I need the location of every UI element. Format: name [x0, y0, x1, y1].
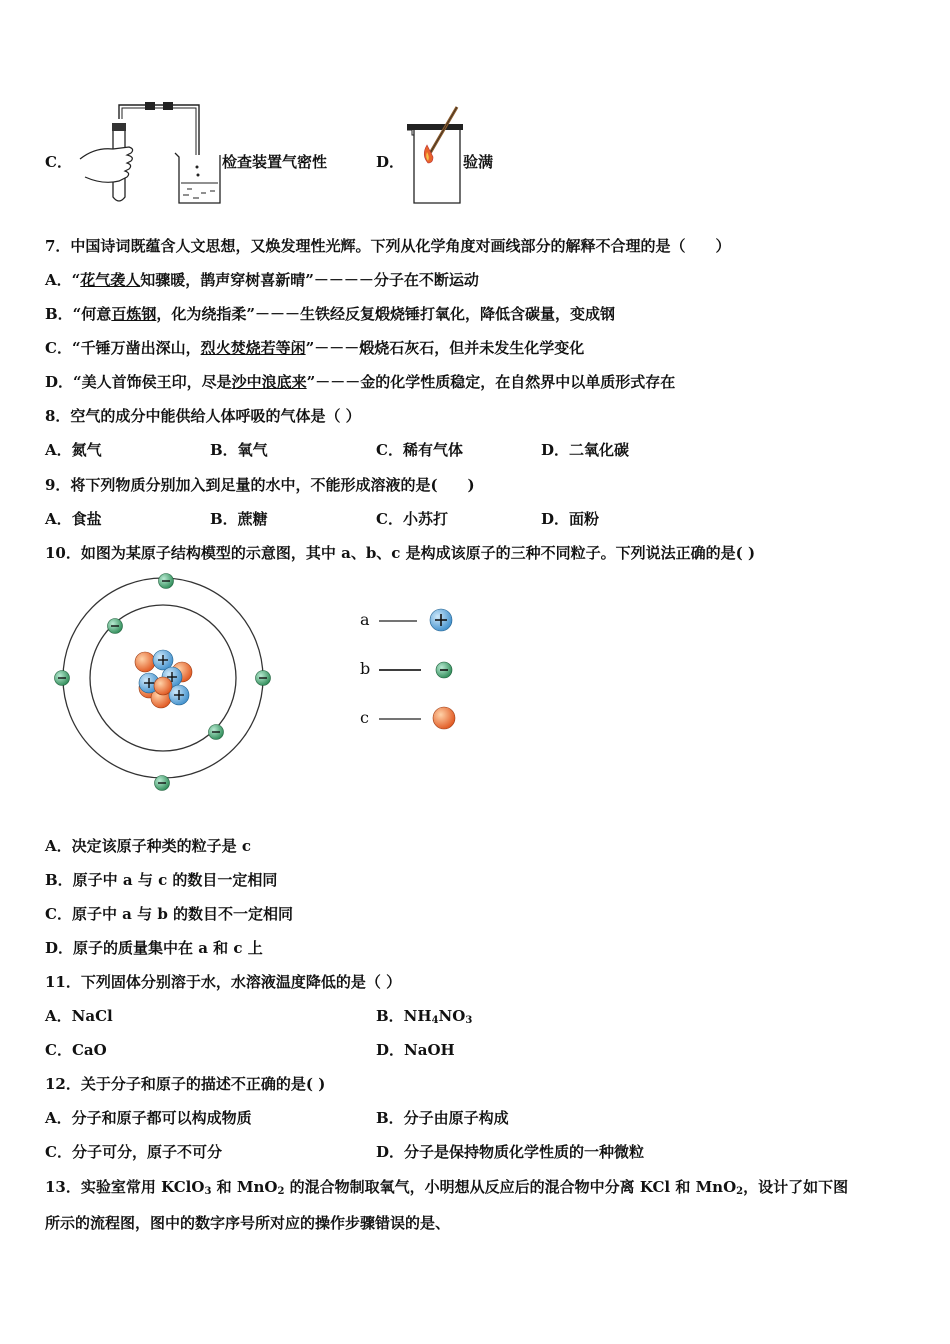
q12-option-d: D．分子是保持物质化学性质的一种微粒 [376, 1143, 645, 1161]
q10-option-d: D．原子的质量集中在 a 和 c 上 [45, 939, 263, 957]
q6-gas-jar-splint-figure [402, 105, 472, 209]
legend-neutron-icon [433, 707, 455, 729]
particle-legend [355, 602, 465, 742]
q12-option-a: A．分子和原子都可以构成物质 [45, 1109, 252, 1127]
q9-option-a: A．食盐 [45, 510, 102, 528]
q9-option-d: D．面粉 [541, 510, 600, 528]
q8-option-b: B．氧气 [210, 441, 268, 459]
q6-option-c-caption: 检查装置气密性 [222, 153, 328, 171]
q8-option-c: C．稀有气体 [376, 441, 463, 459]
q10-option-a: A．决定该原子种类的粒子是 c [45, 837, 251, 855]
q9-option-c: C．小苏打 [376, 510, 448, 528]
q8-option-d: D．二氧化碳 [541, 441, 630, 459]
q7-option-c: C．“千锤万凿出深山，烈火焚烧若等闲”－－－煅烧石灰石，但并未发生化学变化 [45, 339, 585, 357]
q11-option-a: A．NaCl [45, 1007, 113, 1025]
q9-stem: 9．将下列物质分别加入到足量的水中，不能形成溶液的是( ) [45, 476, 475, 494]
q11-option-b: B．$NH_4NO_3$ [376, 1007, 473, 1026]
q8-stem: 8．空气的成分中能供给人体呼吸的气体是（ ） [45, 407, 361, 425]
q8-option-a: A．氮气 [45, 441, 102, 459]
q7-option-b: B．“何意百炼钢，化为绕指柔”－－－生铁经反复煅烧锤打氧化，降低含碳量，变成钢 [45, 305, 615, 323]
q11-stem: 11．下列固体分别溶于水，水溶液温度降低的是（ ） [45, 973, 402, 991]
q6-option-d-caption: 验满 [463, 153, 494, 171]
q12-option-b: B．分子由原子构成 [376, 1109, 509, 1127]
atom-model-figure [45, 570, 285, 800]
q6-option-d-letter: D． [376, 153, 405, 171]
q7-stem: 7．中国诗词既蕴含人文思想，又焕发理性光辉。下列从化学角度对画线部分的解释不合理的是（ ） [45, 237, 731, 255]
nucleus [135, 650, 192, 708]
q10-stem: 10．如图为某原子结构模型的示意图，其中 a、b、c 是构成该原子的三种不同粒子。下列说法正确的是( ) [45, 544, 756, 562]
q7-option-a: A．“花气袭人知骤暖，鹊声穿树喜新晴”－－－－分子在不断运动 [45, 271, 479, 289]
q6-airtightness-apparatus-figure [75, 97, 225, 209]
q13-stem-line1: 13．实验室常用 KClO$_3$ 和 MnO$_2$ 的混合物制取氧气，小明想从反应后的混合物中分离 KCl 和 MnO$_2$，设计了如下图 [45, 1178, 849, 1197]
legend-label-b: b [360, 659, 371, 678]
legend-label-c: c [360, 708, 369, 727]
q9-option-b: B．蔗糖 [210, 510, 268, 528]
q6-option-c-letter: C． [45, 153, 72, 171]
legend-label-a: a [360, 610, 370, 629]
q12-stem: 12．关于分子和原子的描述不正确的是( ) [45, 1075, 326, 1093]
q13-stem-line2: 所示的流程图，图中的数字序号所对应的操作步骤错误的是、 [45, 1214, 451, 1232]
q11-option-d: D．NaOH [376, 1041, 455, 1059]
q10-option-b: B．原子中 a 与 c 的数目一定相同 [45, 871, 278, 889]
q11-option-c: C．CaO [45, 1041, 107, 1059]
q10-option-c: C．原子中 a 与 b 的数目不一定相同 [45, 905, 294, 923]
q12-option-c: C．分子可分，原子不可分 [45, 1143, 222, 1161]
q7-option-d: D．“美人首饰侯王印，尽是沙中浪底来”－－－金的化学性质稳定，在自然界中以单质形式存在 [45, 373, 676, 391]
